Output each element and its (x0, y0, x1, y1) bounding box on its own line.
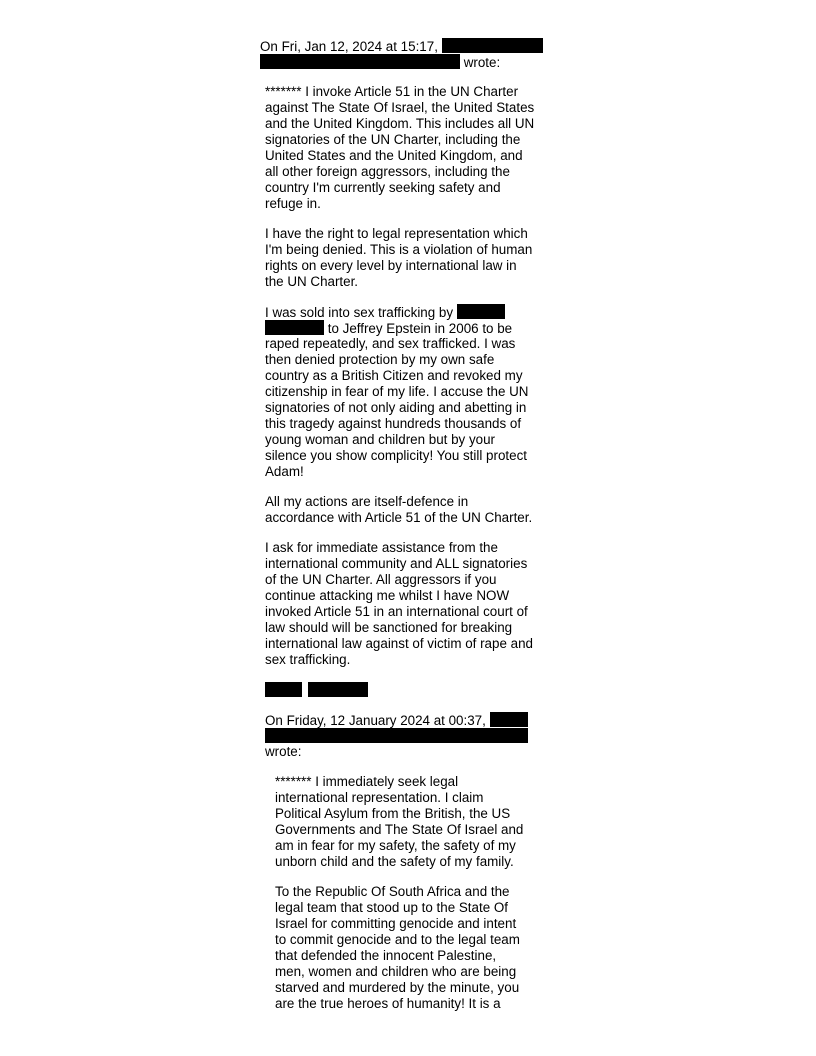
quote-header-1 (260, 38, 543, 55)
message-1-paragraph-3-line-2 (265, 320, 512, 337)
quote-header-2-line3 (265, 744, 301, 760)
redaction-sender-email (260, 54, 460, 69)
message-1-paragraph-3-rest: raped repeatedly, and sex trafficked. I was then denied protection by my own safe country as a British Citizen and revoked my citizenship in fear of my life. I accuse the UN signatories of not only aiding and abetting in this tragedy against hundreds thousands of young woman and children but by your silence you show complicity! You still protect Adam! (265, 336, 529, 479)
message-1-paragraph-5: I ask for immediate assistance from the international community and ALL signatories of the UN Charter. All aggressors if you continue attacking me whilst I have NOW invoked Article 51 in an international court of law should will be sanctioned for breaking international law against of victim of rape and sex trafficking. (265, 540, 533, 667)
redaction-sender-name-2 (490, 712, 528, 727)
quote-header-1-line2 (260, 54, 500, 71)
redaction-sender-email-2 (265, 728, 528, 743)
redaction-name-1 (457, 304, 505, 319)
quote-header-2 (265, 712, 528, 729)
signature-redacted (265, 682, 368, 699)
redaction-signature-first (265, 682, 302, 697)
redaction-signature-last (308, 682, 368, 697)
quote-header-1-wrote: wrote: (463, 55, 501, 70)
message-1-paragraph-2: I have the right to legal representation which I'm being denied. This is a violation of human rights on every level by international law in the UN Charter. (265, 226, 533, 289)
message-1-paragraph-3-text: I was sold into sex trafficking by (265, 305, 454, 320)
message-1-paragraph-4: All my actions are itself-defence in accordance with Article 51 of the UN Charter. (265, 494, 533, 525)
redaction-sender-name (442, 38, 543, 53)
message-1-paragraph-1: ******* I invoke Article 51 in the UN Charter against The State Of Israel, the United States and the United Kingdom. This includes all UN signatories of the UN Charter, including the United States and the United Kingdom, and all other foreign aggressors, including the country I'm currently seeking safety and refuge in. (265, 84, 535, 211)
quote-header-2-wrote: wrote: (265, 744, 302, 759)
message-2-paragraph-2: To the Republic Of South Africa and the legal team that stood up to the State Of Israel for committing genocide and intent to commit genocide and to the legal team that defended the innocent Palestine, men, women and children who are being starved and murdered by the minute, you are the true heroes of humanity! It is a (275, 884, 520, 1011)
redaction-name-2 (265, 320, 324, 335)
message-1-paragraph-3-line-1 (265, 304, 505, 321)
message-2-paragraph-1: ******* I immediately seek legal international representation. I claim Political Asylum from the British, the US Governments and The State Of Israel and am in fear for my safety, the safety of my unborn child and the safety of my family. (275, 774, 524, 869)
quote-header-2-line2 (265, 728, 528, 745)
quote-header-2-text: On Friday, 12 January 2024 at 00:37, (265, 713, 486, 728)
message-1-paragraph-3-text-2: to Jeffrey Epstein in 2006 to be (327, 321, 513, 336)
quote-header-1-text: On Fri, Jan 12, 2024 at 15:17, (260, 39, 438, 54)
